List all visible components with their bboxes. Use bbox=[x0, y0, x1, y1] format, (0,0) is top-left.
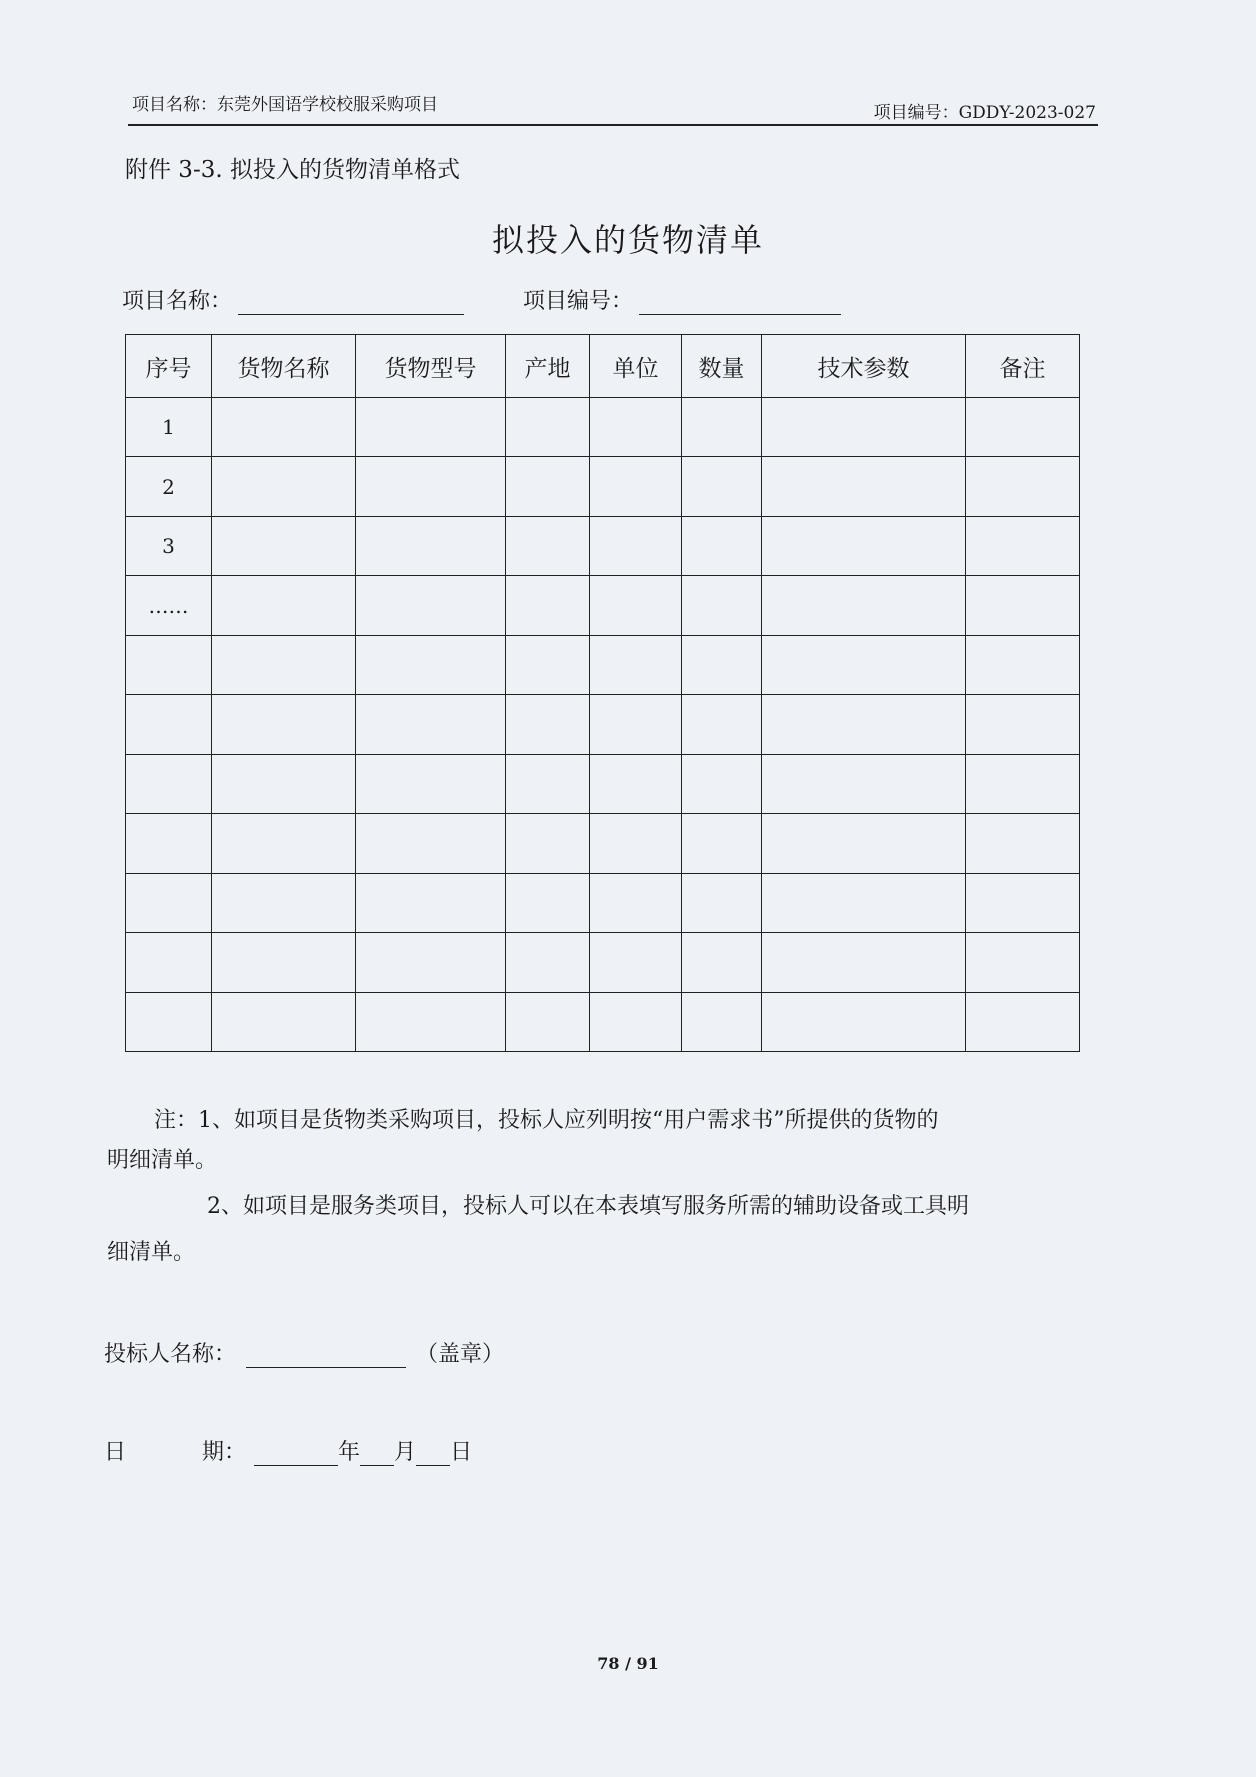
empty-cell bbox=[590, 635, 682, 694]
row-number-cell: …… bbox=[126, 576, 212, 635]
empty-cell bbox=[762, 992, 966, 1051]
empty-cell bbox=[356, 635, 506, 694]
header-project-number: 项目编号：GDDY-2023-027 bbox=[873, 103, 1096, 123]
month-label: 月 bbox=[394, 1440, 417, 1465]
empty-cell bbox=[590, 814, 682, 873]
empty-cell bbox=[682, 814, 762, 873]
empty-cell bbox=[356, 754, 506, 813]
table-header-row bbox=[126, 335, 1080, 398]
empty-cell bbox=[356, 933, 506, 992]
empty-cell bbox=[762, 814, 966, 873]
empty-cell bbox=[356, 398, 506, 457]
empty-cell bbox=[590, 992, 682, 1051]
empty-cell bbox=[506, 635, 590, 694]
empty-cell bbox=[506, 457, 590, 516]
row-number-cell bbox=[126, 635, 212, 694]
empty-cell bbox=[682, 516, 762, 575]
attachment-title: 附件 3-3. 拟投入的货物清单格式 bbox=[125, 157, 460, 183]
empty-cell bbox=[590, 457, 682, 516]
empty-cell bbox=[590, 516, 682, 575]
empty-cell bbox=[966, 576, 1080, 635]
row-number-cell bbox=[126, 933, 212, 992]
project-number-field bbox=[523, 284, 841, 315]
document-title: 拟投入的货物清单 bbox=[491, 221, 764, 259]
empty-cell bbox=[506, 576, 590, 635]
empty-cell bbox=[762, 695, 966, 754]
empty-cell bbox=[506, 873, 590, 932]
day-label: 日 bbox=[450, 1440, 473, 1465]
table-row bbox=[126, 516, 1080, 575]
table-row bbox=[126, 992, 1080, 1051]
empty-cell bbox=[356, 873, 506, 932]
empty-cell bbox=[966, 516, 1080, 575]
empty-cell bbox=[762, 635, 966, 694]
row-number-cell: 2 bbox=[126, 457, 212, 516]
date-field bbox=[104, 1435, 472, 1466]
empty-cell bbox=[356, 992, 506, 1051]
empty-cell bbox=[966, 873, 1080, 932]
project-number-label: 项目编号： bbox=[523, 289, 634, 314]
table-row bbox=[126, 457, 1080, 516]
empty-cell bbox=[762, 754, 966, 813]
empty-cell bbox=[356, 516, 506, 575]
row-number-cell bbox=[126, 814, 212, 873]
row-number-cell bbox=[126, 754, 212, 813]
empty-cell bbox=[212, 873, 356, 932]
note-1-line-1: 注：1、如项目是货物类采购项目，投标人应列明按“用户需求书”所提供的货物的 bbox=[154, 1108, 939, 1133]
empty-cell bbox=[682, 754, 762, 813]
table-row bbox=[126, 695, 1080, 754]
empty-cell bbox=[212, 992, 356, 1051]
empty-cell bbox=[966, 457, 1080, 516]
empty-cell bbox=[212, 398, 356, 457]
empty-cell bbox=[682, 695, 762, 754]
project-name-field bbox=[122, 284, 464, 315]
empty-cell bbox=[762, 398, 966, 457]
empty-cell bbox=[682, 635, 762, 694]
header-cell: 货物名称 bbox=[212, 335, 356, 398]
note-1-line-2: 明细清单。 bbox=[107, 1148, 218, 1173]
table-row bbox=[126, 576, 1080, 635]
note-2-line-1: 2、如项目是服务类项目，投标人可以在本表填写服务所需的辅助设备或工具明 bbox=[207, 1194, 969, 1219]
empty-cell bbox=[506, 398, 590, 457]
empty-cell bbox=[506, 754, 590, 813]
month-blank bbox=[360, 1439, 394, 1466]
empty-cell bbox=[966, 635, 1080, 694]
empty-cell bbox=[682, 398, 762, 457]
row-number-cell bbox=[126, 695, 212, 754]
table-row bbox=[126, 754, 1080, 813]
empty-cell bbox=[590, 873, 682, 932]
day-blank bbox=[416, 1439, 450, 1466]
header-cell: 数量 bbox=[682, 335, 762, 398]
empty-cell bbox=[590, 933, 682, 992]
date-label-day-char: 日 bbox=[104, 1440, 127, 1465]
row-number-cell: 3 bbox=[126, 516, 212, 575]
row-number-cell bbox=[126, 873, 212, 932]
empty-cell bbox=[356, 457, 506, 516]
empty-cell bbox=[682, 933, 762, 992]
empty-cell bbox=[762, 873, 966, 932]
empty-cell bbox=[212, 635, 356, 694]
empty-cell bbox=[762, 576, 966, 635]
empty-cell bbox=[506, 695, 590, 754]
empty-cell bbox=[506, 992, 590, 1051]
empty-cell bbox=[966, 992, 1080, 1051]
header-cell: 技术参数 bbox=[762, 335, 966, 398]
row-number-cell: 1 bbox=[126, 398, 212, 457]
bidder-name-blank bbox=[246, 1341, 406, 1368]
empty-cell bbox=[212, 695, 356, 754]
empty-cell bbox=[212, 814, 356, 873]
empty-cell bbox=[212, 457, 356, 516]
table-row bbox=[126, 933, 1080, 992]
header-cell: 单位 bbox=[590, 335, 682, 398]
header-cell: 备注 bbox=[966, 335, 1080, 398]
table-row bbox=[126, 814, 1080, 873]
bidder-name-field bbox=[104, 1337, 504, 1368]
empty-cell bbox=[966, 754, 1080, 813]
table-row bbox=[126, 635, 1080, 694]
empty-cell bbox=[762, 457, 966, 516]
header-cell: 产地 bbox=[506, 335, 590, 398]
empty-cell bbox=[966, 398, 1080, 457]
empty-cell bbox=[212, 933, 356, 992]
empty-cell bbox=[506, 814, 590, 873]
empty-cell bbox=[356, 814, 506, 873]
project-name-blank bbox=[238, 288, 464, 315]
empty-cell bbox=[682, 576, 762, 635]
empty-cell bbox=[966, 933, 1080, 992]
empty-cell bbox=[356, 695, 506, 754]
empty-cell bbox=[966, 695, 1080, 754]
empty-cell bbox=[506, 933, 590, 992]
empty-cell bbox=[590, 576, 682, 635]
year-blank bbox=[254, 1439, 338, 1466]
note-2-line-2: 细清单。 bbox=[107, 1240, 196, 1265]
date-label-period: 期： bbox=[202, 1440, 247, 1465]
page-header bbox=[128, 84, 1098, 126]
empty-cell bbox=[590, 754, 682, 813]
empty-cell bbox=[682, 873, 762, 932]
empty-cell bbox=[762, 933, 966, 992]
row-number-cell bbox=[126, 992, 212, 1051]
empty-cell bbox=[590, 695, 682, 754]
bidder-name-label: 投标人名称： bbox=[104, 1342, 237, 1367]
header-project-name: 项目名称：东莞外国语学校校服采购项目 bbox=[132, 95, 438, 115]
seal-note: （盖章） bbox=[416, 1342, 505, 1367]
empty-cell bbox=[682, 992, 762, 1051]
goods-table bbox=[125, 334, 1080, 1052]
empty-cell bbox=[506, 516, 590, 575]
empty-cell bbox=[590, 398, 682, 457]
page-number: 78 / 91 bbox=[597, 1654, 659, 1673]
empty-cell bbox=[762, 516, 966, 575]
project-name-label: 项目名称： bbox=[122, 289, 233, 314]
empty-cell bbox=[356, 576, 506, 635]
project-number-blank bbox=[639, 288, 841, 315]
year-label: 年 bbox=[338, 1440, 361, 1465]
header-cell: 货物型号 bbox=[356, 335, 506, 398]
table-row bbox=[126, 398, 1080, 457]
empty-cell bbox=[212, 576, 356, 635]
empty-cell bbox=[682, 457, 762, 516]
empty-cell bbox=[212, 516, 356, 575]
table-row bbox=[126, 873, 1080, 932]
empty-cell bbox=[966, 814, 1080, 873]
empty-cell bbox=[212, 754, 356, 813]
header-cell: 序号 bbox=[126, 335, 212, 398]
